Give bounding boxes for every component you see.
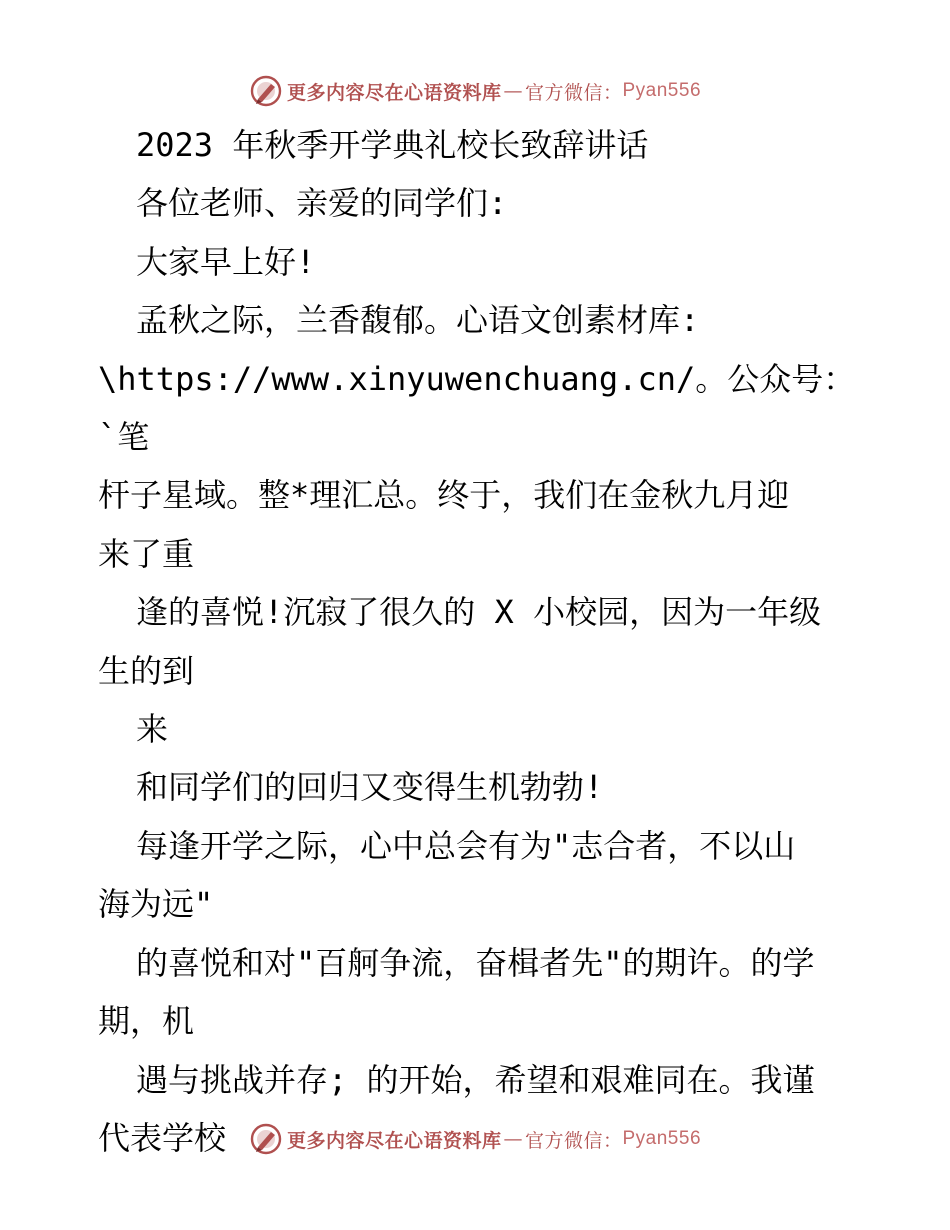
document-line: 的喜悦和对"百舸争流，奋楫者先"的期许。的学 (136, 943, 815, 982)
watermark-contact-id: Pyan556 (622, 1128, 702, 1149)
document-line: 逢的喜悦!沉寂了很久的 X 小校园，因为一年级 (136, 593, 822, 632)
document-body (98, 116, 858, 1167)
watermark-contact-label: 官方微信： (524, 81, 623, 104)
document-line: 遇与挑战并存; 的开始，希望和艰难同在。我谨 (136, 1060, 815, 1099)
document-line: 代表学校 (98, 1118, 227, 1157)
watermark-dash: — (503, 80, 523, 102)
watermark-brand: 更多内容尽在心语资料库 (286, 81, 502, 104)
document-line: \https://www.xinyuwenchuang.cn/。公众号：`笔 (98, 359, 856, 457)
watermark-dash: — (503, 1128, 523, 1150)
document-line: 期，机 (98, 1002, 195, 1041)
document-line: 海为远" (98, 885, 214, 924)
watermark-contact-id: Pyan556 (622, 80, 702, 101)
document-lines (98, 174, 858, 1167)
document-title: 2023 年秋季开学典礼校长致辞讲话 (136, 126, 649, 164)
document-line: 和同学们的回归又变得生机勃勃! (136, 768, 604, 807)
document-line: 大家早上好! (136, 242, 316, 281)
header-watermark (0, 71, 950, 111)
pen-circle-logo-icon (249, 74, 283, 108)
document-line: 每逢开学之际，心中总会有为"志合者，不以山 (136, 826, 796, 865)
document-line: 各位老师、亲爱的同学们: (136, 184, 508, 223)
document-line: 来 (136, 710, 169, 749)
pen-circle-logo-icon (249, 1122, 283, 1156)
document-line: 孟秋之际，兰香馥郁。心语文创素材库: (136, 301, 700, 340)
document-line: 来了重 (98, 534, 195, 573)
watermark-brand: 更多内容尽在心语资料库 (286, 1129, 502, 1152)
document-line: 生的到 (98, 651, 195, 690)
footer-watermark (0, 1119, 950, 1159)
document-line: 杆子星域。整*理汇总。终于，我们在金秋九月迎 (98, 476, 790, 515)
watermark-contact-label: 官方微信： (524, 1129, 623, 1152)
